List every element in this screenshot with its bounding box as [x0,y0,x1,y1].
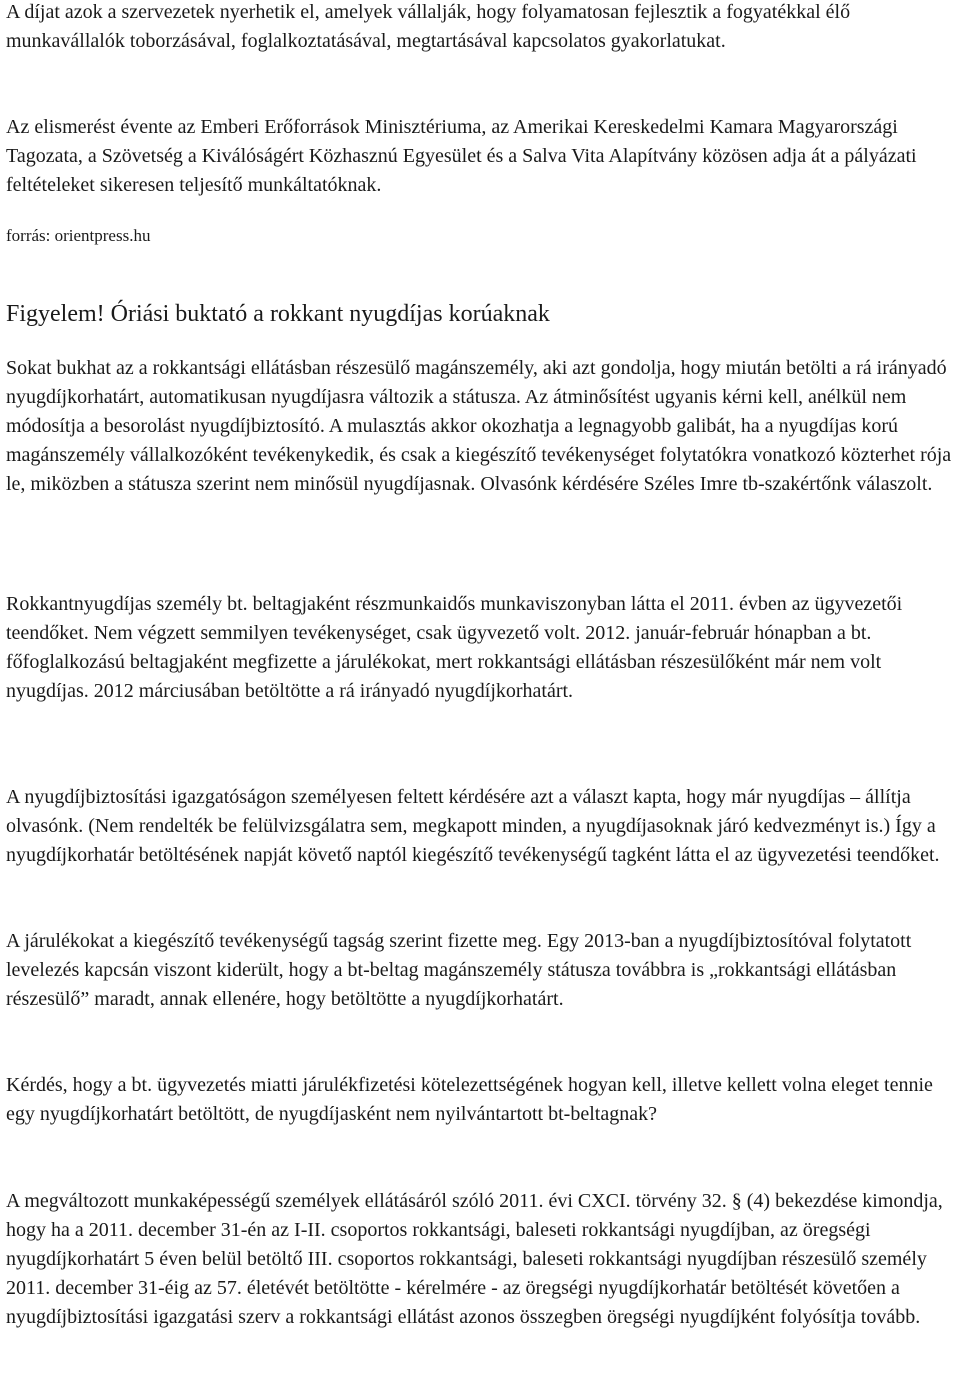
article-headline: Figyelem! Óriási buktató a rokkant nyugdíjas korúaknak [6,301,550,327]
source-note: forrás: orientpress.hu [6,226,151,245]
body-paragraph-4: A járulékokat a kiegészítő tevékenységű tagság szerint fizette meg. Egy 2013-ban a nyugdíjbiztosítóval folytatott levelezés kapcsán viszont kiderült, hogy a bt-beltag magánszemély státusza továbbra is „rokkantsági ellátásban részesülő” maradt, annak ellenére, hogy betöltötte a nyugdíjkorhatárt. [6,930,912,1010]
body-paragraph-2: Rokkantnyugdíjas személy bt. beltagjaként részmunkaidős munkaviszonyban látta el 2011. évben az ügyvezetői teendőket. Nem végzett semmilyen tevékenységet, csak ügyvezető volt. 2012. január-február hónapban a bt. főfoglalkozású beltagjaként megfizette a járulékokat, mert rokkantsági ellátásban részesülőként már nem volt nyugdíjas. 2012 márciusában betöltötte a rá irányadó nyugdíjkorhatárt. [6,593,903,702]
body-paragraph-1: Sokat bukhat az a rokkantsági ellátásban részesülő magánszemély, aki azt gondolja, hogy miután betölti a rá irányadó nyugdíjkorhatárt, automatikusan nyugdíjasra változik a státusza. Az átminősítést ugyanis kérni kell, anélkül nem módosítja a besorolást nyugdíjbiztosító. A mulasztás akkor okozhatja a legnagyobb galibát, ha a nyugdíjas korú magánszemély vállalkozóként tevékenykedik, és csak a kiegészítő tevékenységet folytatókra vonatkozó közterhet rója le, miközben a státusza szerint nem minősül nyugdíjasnak. Olvasónk kérdésére Széles Imre tb-szakértőnk válaszolt. [6,357,952,495]
body-paragraph-3: A nyugdíjbiztosítási igazgatóságon személyesen feltett kérdésére azt a választ kapta, hogy már nyugdíjas – állítja olvasónk. (Nem rendelték be felülvizsgálatra sem, megkapott minden, a nyugdíjasoknak járó kedvezményt is.) Így a nyugdíjkorhatár betöltésének napját követő naptól kiegészítő tevékenységű tagként látta el az ügyvezetési teendőket. [6,786,940,866]
body-paragraph-6: A megváltozott munkaképességű személyek ellátásáról szóló 2011. évi CXCI. törvény 32. § (4) bekezdése kimondja, hogy ha a 2011. december 31-én az I-II. csoportos rokkantsági, baleseti rokkantsági nyugdíjban, az öregségi nyugdíjkorhatárt 5 éven belül betöltő III. csoportos rokkantsági, baleseti rokkantsági nyugdíjban részesülő személy 2011. december 31-éig az 57. életévét betöltötte - kérelmére - az öregségi nyugdíjkorhatár betöltését követően a nyugdíjbiztosítási igazgatási szerv a rokkantsági ellátást azonos összegben öregségi nyugdíjként folyósítja tovább. [6,1190,943,1328]
award-paragraph: Az elismerést évente az Emberi Erőforrások Minisztériuma, az Amerikai Kereskedelmi Kamara Magyarországi Tagozata, a Szövetség a Kiválóságért Közhasznú Egyesület és a Salva Vita Alapítvány közösen adja át a pályázati feltételeket sikeresen teljesítő munkáltatóknak. [6,116,917,196]
body-paragraph-5: Kérdés, hogy a bt. ügyvezetés miatti járulékfizetési kötelezettségének hogyan kell, illetve kellett volna eleget tennie egy nyugdíjkorhatárt betöltött, de nyugdíjasként nem nyilvántartott bt-beltagnak? [6,1074,933,1125]
intro-paragraph: A díjat azok a szervezetek nyerhetik el, amelyek vállalják, hogy folyamatosan fejlesztik a fogyatékkal élő munkavállalók toborzásával, foglalkoztatásával, megtartásával kapcsolatos gyakorlatukat. [6,1,851,52]
